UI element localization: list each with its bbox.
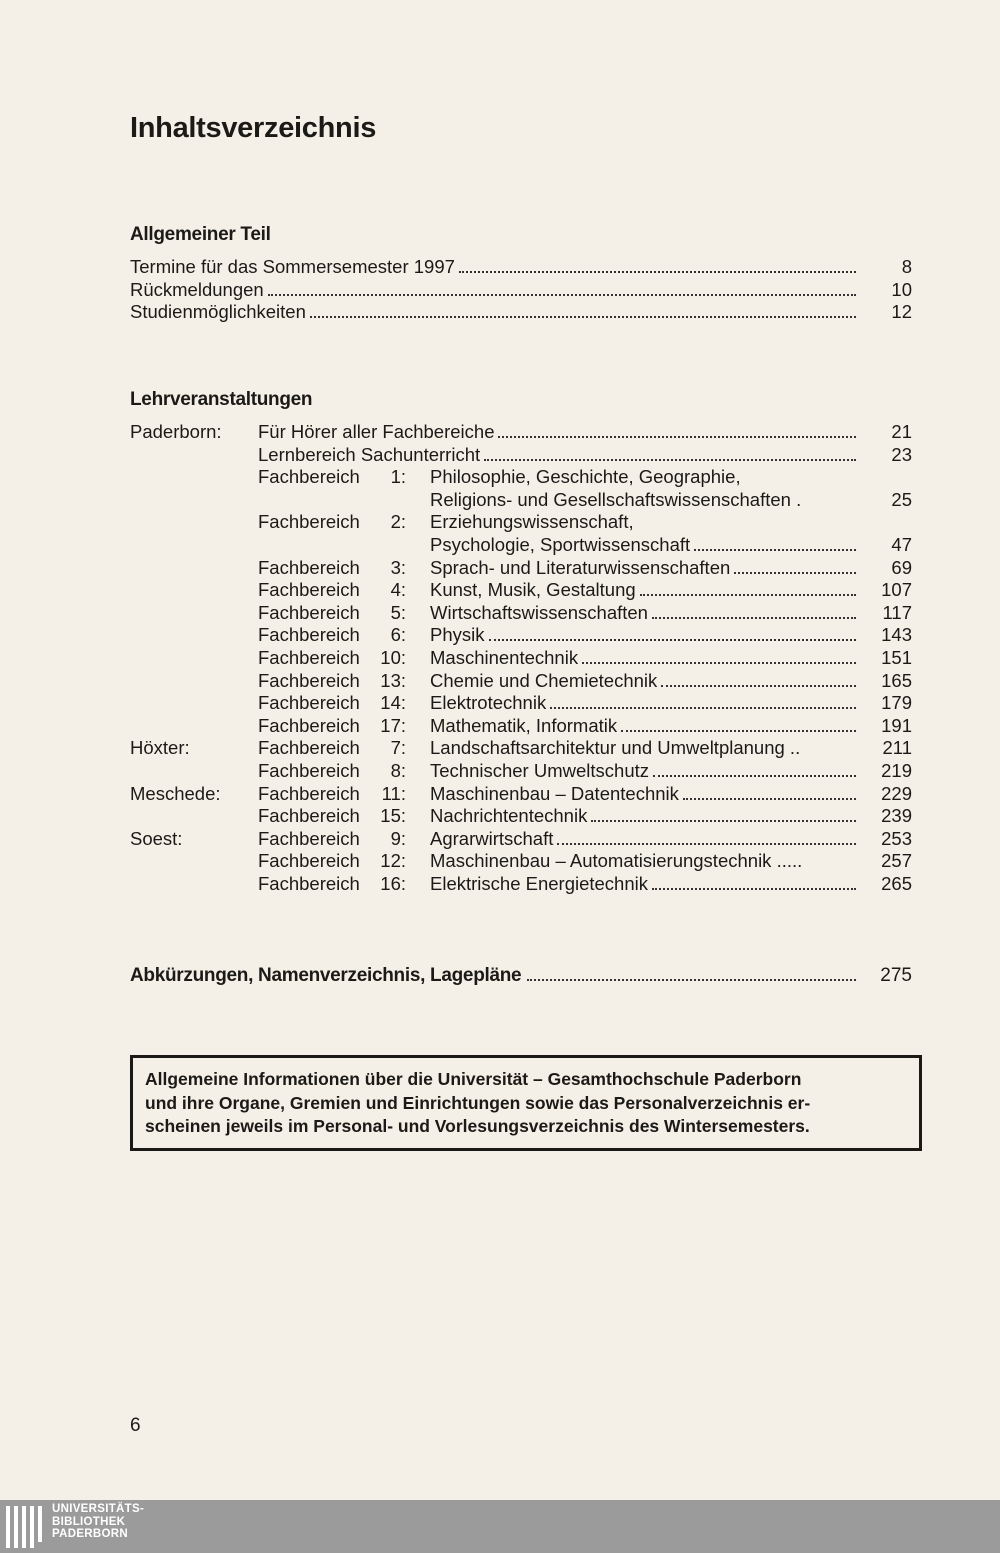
toc-row[interactable] — [130, 715, 912, 737]
fachbereich-label: Fachbereich — [258, 715, 360, 736]
toc-entry — [430, 850, 912, 872]
toc-entry-text: Philosophie, Geschichte, Geographie, — [430, 466, 741, 487]
dot-leader — [459, 257, 856, 273]
campus-label: Meschede: — [130, 783, 221, 804]
toc-entry-page: 8 — [901, 256, 912, 277]
toc-entry-page: 275 — [880, 965, 912, 986]
toc-entry-text: Mathematik, Informatik — [430, 715, 618, 736]
toc-entry-page: 229 — [881, 783, 912, 804]
toc-entry-page: 239 — [881, 805, 912, 826]
toc-entry-text: Termine für das Sommersemester 1997 — [130, 256, 455, 277]
toc-entry-text: Maschinentechnik — [430, 647, 579, 668]
toc-entry-text: Physik — [430, 624, 485, 645]
toc-entry — [258, 444, 912, 466]
library-logo-text — [52, 1503, 144, 1541]
toc-entry-text: Lernbereich Sachunterricht — [258, 444, 481, 465]
toc-entry[interactable] — [130, 279, 912, 301]
toc-entry-text: Studienmöglichkeiten — [130, 301, 306, 322]
toc-entry — [430, 692, 912, 714]
toc-entry-text: Agrarwirtschaft — [430, 828, 554, 849]
toc-entry-page: 257 — [881, 850, 912, 871]
toc-row[interactable] — [130, 602, 912, 624]
dot-leader — [310, 302, 856, 318]
toc-entry-page: 179 — [881, 692, 912, 713]
logo-line: PADERBORN — [52, 1528, 128, 1540]
fachbereich-label: Fachbereich — [258, 805, 360, 826]
fachbereich-label: Fachbereich — [258, 873, 360, 894]
toc-row[interactable] — [130, 760, 912, 782]
library-logo-icon — [6, 1506, 42, 1548]
toc-entry-text: Maschinenbau – Automatisierungstechnik ..... — [430, 850, 803, 871]
toc-entry — [430, 489, 912, 511]
toc-row[interactable] — [130, 850, 912, 872]
dot-leader — [489, 625, 857, 641]
fachbereich-number: 3: — [390, 557, 406, 578]
fachbereich-label: Fachbereich — [258, 828, 360, 849]
toc-row[interactable] — [130, 421, 912, 443]
fachbereich-label: Fachbereich — [258, 624, 360, 645]
info-notice-box — [130, 1055, 922, 1151]
toc-entry — [430, 715, 912, 737]
page-title: Inhaltsverzeichnis — [130, 112, 377, 144]
dot-leader — [640, 580, 856, 596]
toc-row[interactable] — [130, 444, 912, 466]
toc-entry-page: 191 — [881, 715, 912, 736]
toc-entry-text: Landschaftsarchitektur und Umweltplanung .. — [430, 737, 801, 758]
toc-entry-text: Kunst, Musik, Gestaltung — [430, 579, 636, 600]
notice-line: scheinen jeweils im Personal- und Vorlesungsverzeichnis des Wintersemesters. — [145, 1116, 810, 1136]
fachbereich-label: Fachbereich — [258, 511, 360, 532]
toc-row[interactable] — [130, 670, 912, 692]
fachbereich-number: 7: — [390, 737, 406, 758]
dot-leader — [498, 422, 856, 438]
toc-row[interactable] — [130, 579, 912, 601]
fachbereich-label: Fachbereich — [258, 557, 360, 578]
dot-leader — [652, 874, 856, 890]
toc-entry-text: Wirtschaftswissenschaften — [430, 602, 648, 623]
toc-entry — [430, 828, 912, 850]
fachbereich-label: Fachbereich — [258, 647, 360, 668]
toc-entry-page: 265 — [881, 873, 912, 894]
toc-entry-page: 23 — [891, 444, 912, 465]
page-number: 6 — [130, 1415, 141, 1436]
notice-line: und ihre Organe, Gremien und Einrichtungen sowie das Personalverzeichnis er- — [145, 1092, 811, 1113]
notice-line: Allgemeine Informationen über die Universität – Gesamthochschule Paderborn — [145, 1069, 802, 1089]
dot-leader — [694, 535, 856, 551]
fachbereich-label: Fachbereich — [258, 760, 360, 781]
toc-entry-text: Religions- und Gesellschaftswissenschaften . — [430, 489, 802, 510]
fachbereich-number: 10: — [380, 647, 406, 668]
toc-row[interactable] — [130, 647, 912, 669]
fachbereich-number: 4: — [390, 579, 406, 600]
toc-entry[interactable] — [130, 301, 912, 323]
toc-row[interactable] — [130, 466, 912, 488]
fachbereich-number: 8: — [390, 760, 406, 781]
fachbereich-label: Fachbereich — [258, 783, 360, 804]
dot-leader — [652, 603, 856, 619]
fachbereich-label: Fachbereich — [258, 602, 360, 623]
campus-label: Paderborn: — [130, 421, 222, 442]
toc-entry-page: 117 — [882, 602, 912, 623]
section-heading-allgemeiner-teil: Allgemeiner Teil — [130, 224, 271, 245]
toc-entry-text: Chemie und Chemietechnik — [430, 670, 658, 691]
toc-row[interactable] — [130, 692, 912, 714]
toc-entry — [430, 466, 912, 488]
fachbereich-label: Fachbereich — [258, 737, 360, 758]
fachbereich-label: Fachbereich — [258, 670, 360, 691]
toc-row[interactable] — [130, 534, 912, 556]
dot-leader — [582, 648, 856, 664]
toc-entry — [430, 602, 912, 624]
toc-entry-text: Rückmeldungen — [130, 279, 264, 300]
fachbereich-number: 9: — [390, 828, 406, 849]
toc-entry-page: 143 — [881, 624, 912, 645]
toc-entry-text: Psychologie, Sportwissenschaft — [430, 534, 691, 555]
toc-entry-text: Elektrotechnik — [430, 692, 547, 713]
toc-entry-page: 211 — [882, 737, 912, 758]
toc-row[interactable] — [130, 828, 912, 850]
fachbereich-label: Fachbereich — [258, 579, 360, 600]
toc-entry-page: 253 — [881, 828, 912, 849]
dot-leader — [621, 716, 856, 732]
toc-entry-page: 107 — [881, 579, 912, 600]
campus-label: Höxter: — [130, 737, 190, 758]
fachbereich-number: 16: — [380, 873, 406, 894]
dot-leader — [591, 806, 856, 822]
toc-entry-page: 12 — [891, 301, 912, 322]
toc-entry — [430, 805, 912, 827]
dot-leader — [268, 280, 856, 296]
toc-entry-page: 47 — [891, 534, 912, 555]
toc-entry — [430, 511, 912, 533]
toc-entry-text: Technischer Umweltschutz — [430, 760, 649, 781]
fachbereich-number: 17: — [380, 715, 406, 736]
toc-entry-text: Erziehungswissenschaft, — [430, 511, 634, 532]
fachbereich-number: 2: — [390, 511, 406, 532]
dot-leader — [653, 761, 856, 777]
toc-entry — [430, 760, 912, 782]
toc-entry — [430, 670, 912, 692]
toc-entry — [430, 579, 912, 601]
dot-leader — [550, 693, 856, 709]
toc-entry-abkuerzungen[interactable] — [130, 965, 912, 987]
dot-leader — [557, 829, 856, 845]
dot-leader — [484, 445, 856, 461]
fachbereich-label: Fachbereich — [258, 850, 360, 871]
toc-entry-page: 151 — [881, 647, 912, 668]
logo-line: UNIVERSITÄTS- — [52, 1503, 145, 1515]
toc-row[interactable] — [130, 511, 912, 533]
toc-entry-page: 219 — [881, 760, 912, 781]
toc-entry-text: Elektrische Energietechnik — [430, 873, 648, 894]
toc-entry-text: Abkürzungen, Namenverzeichnis, Lagepläne — [130, 965, 522, 986]
toc-entry — [430, 534, 912, 556]
campus-label: Soest: — [130, 828, 183, 849]
fachbereich-number: 12: — [380, 850, 406, 871]
toc-entry — [258, 421, 912, 443]
toc-row[interactable] — [130, 624, 912, 646]
toc-row[interactable] — [130, 805, 912, 827]
toc-entry-text: Für Hörer aller Fachbereiche — [258, 421, 495, 442]
toc-entry[interactable] — [130, 256, 912, 278]
toc-entry — [430, 873, 912, 895]
fachbereich-number: 11: — [381, 783, 406, 804]
dot-leader — [734, 558, 856, 574]
toc-entry-page: 25 — [891, 489, 912, 510]
fachbereich-label: Fachbereich — [258, 692, 360, 713]
fachbereich-number: 5: — [390, 602, 406, 623]
toc-entry — [430, 737, 912, 759]
toc-entry-page: 10 — [891, 279, 912, 300]
fachbereich-number: 6: — [390, 624, 406, 645]
toc-row[interactable] — [130, 873, 912, 895]
fachbereich-number: 13: — [380, 670, 406, 691]
toc-entry — [430, 624, 912, 646]
dot-leader — [527, 965, 856, 981]
toc-row[interactable] — [130, 489, 912, 511]
fachbereich-number: 1: — [390, 466, 406, 487]
toc-row[interactable] — [130, 737, 912, 759]
toc-entry — [430, 647, 912, 669]
toc-entry — [430, 557, 912, 579]
toc-row[interactable] — [130, 783, 912, 805]
fachbereich-number: 15: — [380, 805, 406, 826]
fachbereich-label: Fachbereich — [258, 466, 360, 487]
section-heading-lehrveranstaltungen: Lehrveranstaltungen — [130, 389, 313, 410]
toc-entry-text: Sprach- und Literaturwissenschaften — [430, 557, 731, 578]
fachbereich-number: 14: — [380, 692, 406, 713]
library-footer-bar — [0, 1500, 1000, 1553]
toc-entry-page: 69 — [891, 557, 912, 578]
dot-leader — [683, 784, 856, 800]
toc-entry-text: Nachrichtentechnik — [430, 805, 588, 826]
toc-entry — [430, 783, 912, 805]
toc-entry-page: 165 — [881, 670, 912, 691]
logo-line: BIBLIOTHEK — [52, 1515, 126, 1528]
toc-entry-text: Maschinenbau – Datentechnik — [430, 783, 679, 804]
toc-entry-page: 21 — [891, 421, 912, 442]
dot-leader — [661, 671, 856, 687]
toc-row[interactable] — [130, 557, 912, 579]
